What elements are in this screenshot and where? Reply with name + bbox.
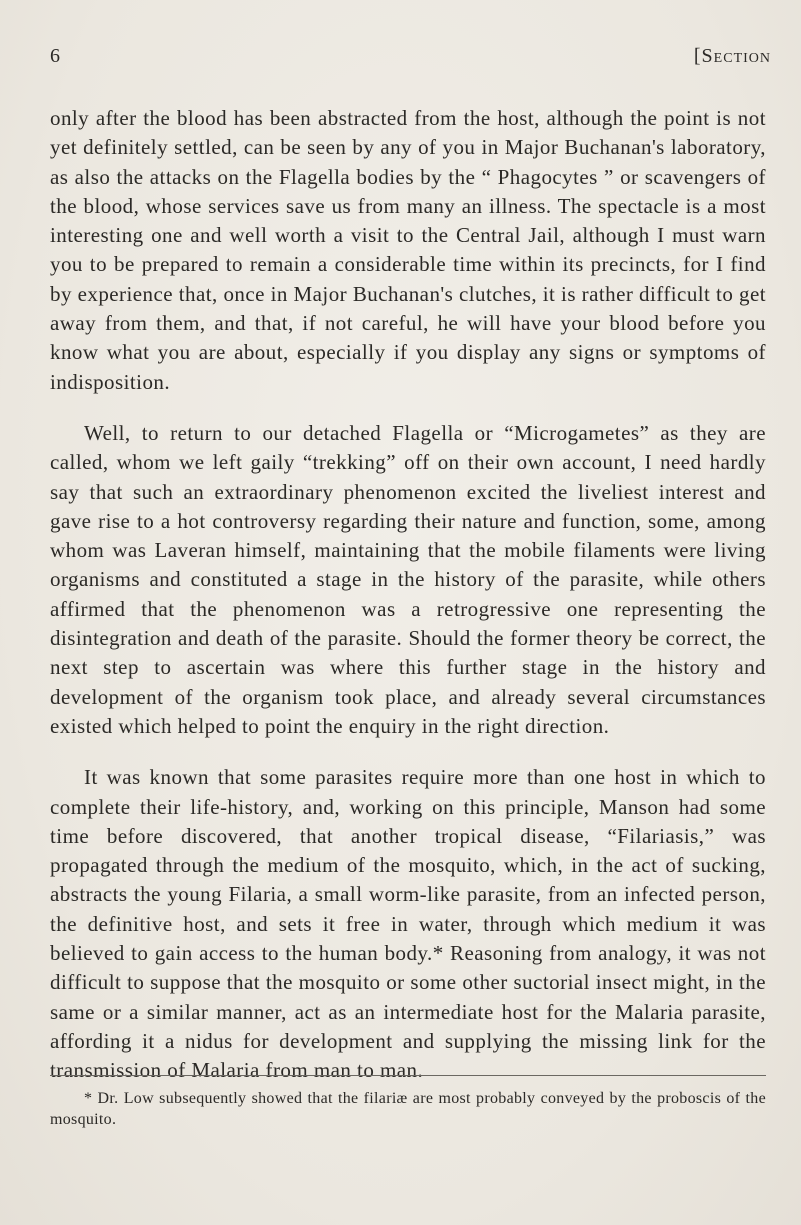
paragraph-1: only after the blood has been abstracted from the host, although the point is not yet definitely settled, can be seen by any of you in Major Buchanan's laboratory, as also the attacks on the Flagella bodies by the “ Phagocytes ” or scavengers of the blood, whose services save us from many an illness. The spectacle is a most interesting one and well worth a visit to the Central Jail, although I must warn you to be prepared to remain a considerable time within its precincts, for I find by experience that, once in Major Buchanan's clutches, it is rather difficult to get away from them, and that, if not careful, he will have your blood before you know what you are about, especially if you display any signs or symptoms of indisposition. — [50, 106, 766, 394]
footnote: * Dr. Low subsequently showed that the filariæ are most probably conveyed by the proboscis of the mosquito. — [50, 1090, 766, 1128]
paragraph-2: Well, to return to our detached Flagella or “Microgametes” as they are called, whom we left gaily “trekking” off on their own account, I need hardly say that such an extraordinary phenomenon excited the liveliest interest and gave rise to a hot controversy regarding their nature and function, some, among whom was Laveran himself, maintaining that the mobile filaments were living organisms and constituted a stage in the history of the parasite, while others affirmed that the phenomenon was a retrogressive one representing the disintegration and death of the parasite. Should the former theory be correct, the next step to ascertain was where this further stage in the history and development of the organism took place, and already several circumstances existed which helped to point the enquiry in the right direction. — [50, 420, 766, 738]
body-text — [50, 104, 766, 1108]
running-head: [Section — [693, 45, 771, 67]
page-header — [50, 45, 771, 75]
page-number: 6 — [50, 45, 60, 67]
footnote-divider — [50, 1075, 766, 1076]
paragraph-3: It was known that some parasites require more than one host in which to complete their life-history, and, working on this principle, Manson had some time before discovered, that another tropical disease, “Filariasis,” was propagated through the medium of the mosquito, which, in the act of sucking, abstracts the young Filaria, a small worm-like parasite, from an infected person, the definitive host, and sets it free in water, through which medium it was believed to gain access to the human body.* Reasoning from analogy, it was not difficult to suppose that the mosquito or some other suctorial insect might, in the same or a similar manner, act as an intermediate host for the Malaria parasite, affording it a nidus for development and supplying the missing link for the transmission of Malaria from man to man. — [50, 765, 766, 1083]
